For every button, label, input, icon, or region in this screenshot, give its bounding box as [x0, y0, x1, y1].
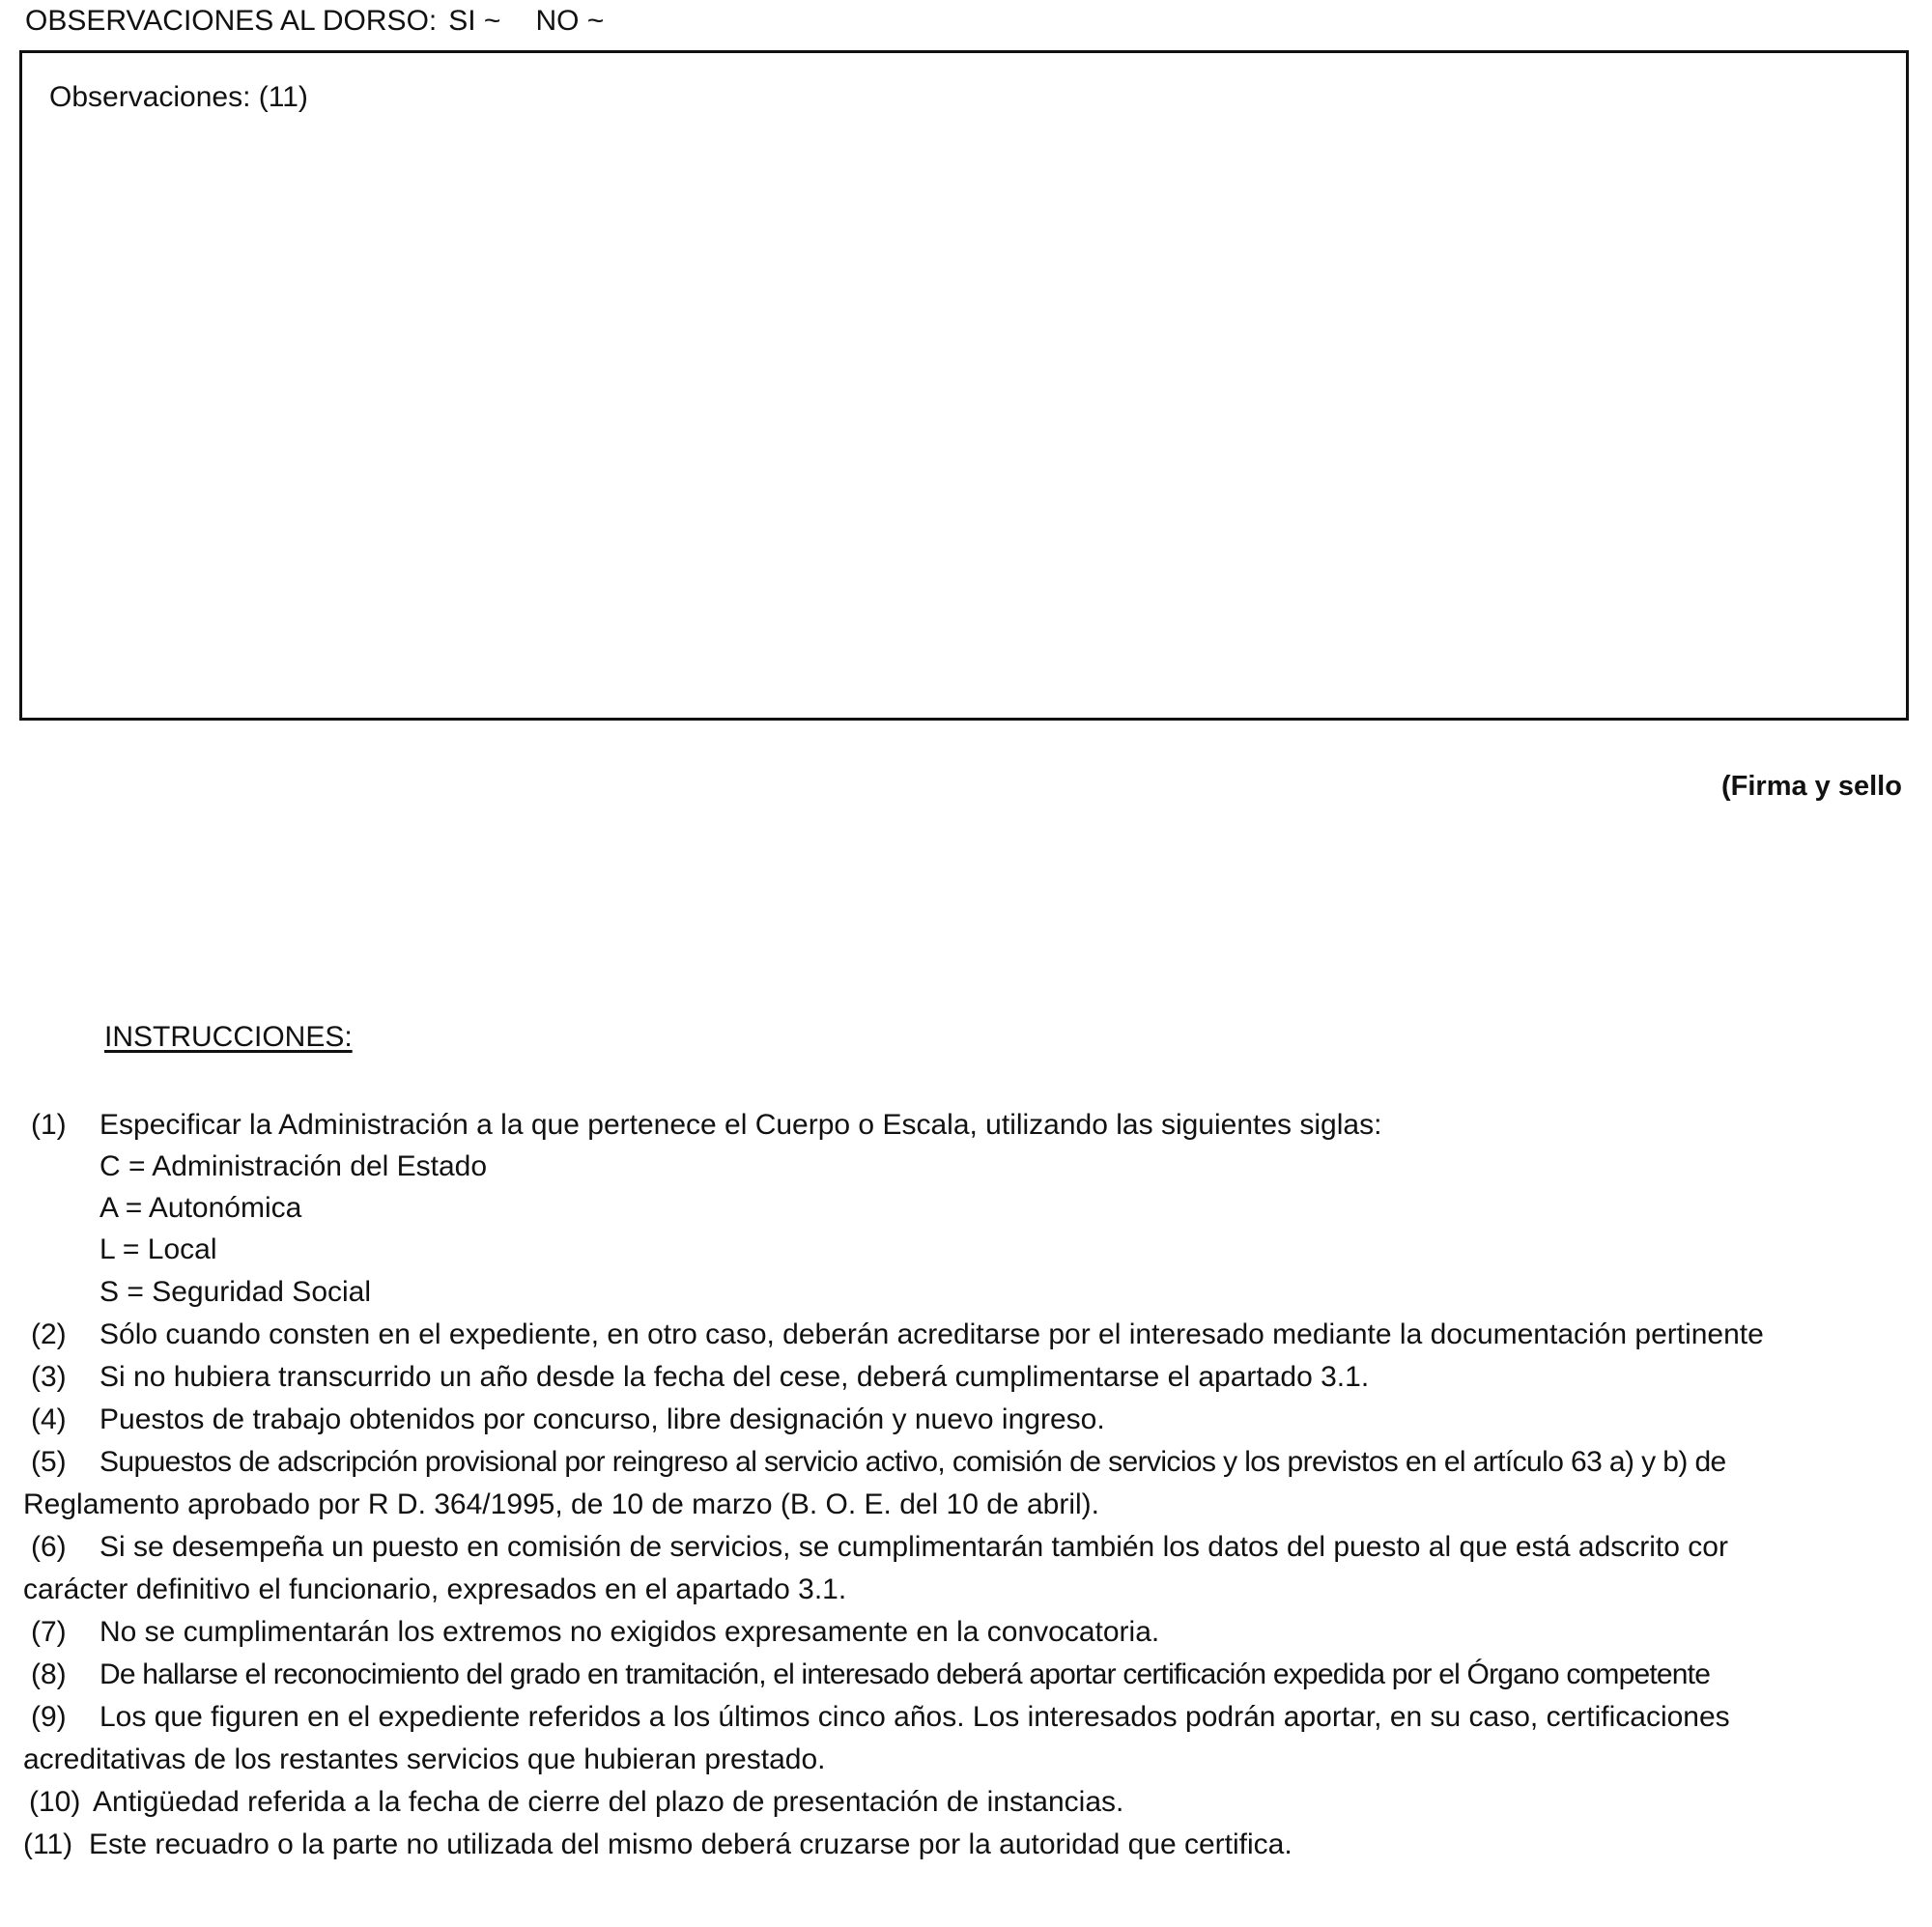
instruction-item-6-text-line2: carácter definitivo el funcionario, expresados en el apartado 3.1.	[23, 1573, 847, 1605]
instruction-item-8-num: (8)	[31, 1658, 67, 1690]
instruction-item-7-text: No se cumplimentarán los extremos no exigidos expresamente en la convocatoria.	[99, 1616, 1160, 1648]
sigla-item: L = Local	[99, 1233, 217, 1265]
instruction-item-10-num: (10)	[29, 1786, 81, 1818]
observaciones-dorso-label: OBSERVACIONES AL DORSO:	[25, 5, 438, 37]
instruction-item-9-num: (9)	[31, 1701, 67, 1733]
instruction-item-2-num: (2)	[31, 1318, 67, 1350]
instruction-item-8-text: De hallarse el reconocimiento del grado en tramitación, el interesado deberá aportar certificación expedida por el Órgano competente	[99, 1658, 1711, 1690]
observaciones-label: Observaciones: (11)	[49, 81, 308, 113]
instrucciones-title: INSTRUCCIONES:	[104, 1021, 353, 1053]
instruction-item-7-num: (7)	[31, 1616, 67, 1648]
instruction-item-3-num: (3)	[31, 1361, 67, 1393]
no-option[interactable]: NO ~	[535, 5, 605, 37]
instruction-item-5-text-line2: Reglamento aprobado por R D. 364/1995, de 10 de marzo (B. O. E. del 10 de abril).	[23, 1488, 1099, 1520]
instruction-item-1-num: (1)	[31, 1109, 67, 1141]
instruction-item-6-text-line1: Si se desempeña un puesto en comisión de servicios, se cumplimentarán también los datos del puesto al que está adscrito cor	[99, 1531, 1728, 1563]
instruction-item-3-text: Si no hubiera transcurrido un año desde la fecha del cese, deberá cumplimentarse el apartado 3.1.	[99, 1361, 1370, 1393]
instruction-item-9-text-line2: acreditativas de los restantes servicios que hubieran prestado.	[23, 1743, 826, 1775]
sigla-item: C = Administración del Estado	[99, 1150, 488, 1182]
instruction-item-4-num: (4)	[31, 1403, 67, 1435]
firma-sello-label: (Firma y sello	[1721, 771, 1902, 802]
instruction-item-10-text: Antigüedad referida a la fecha de cierre del plazo de presentación de instancias.	[93, 1786, 1124, 1818]
sigla-item: S = Seguridad Social	[99, 1276, 372, 1308]
si-option[interactable]: SI ~	[448, 5, 501, 37]
instruction-item-11-text: Este recuadro o la parte no utilizada del mismo deberá cruzarse por la autoridad que certifica.	[89, 1828, 1293, 1860]
instruction-item-5-num: (5)	[31, 1446, 67, 1478]
observaciones-dorso-line	[25, 4, 604, 39]
observaciones-box[interactable]	[19, 50, 1909, 721]
instruction-item-5-text-line1: Supuestos de adscripción provisional por reingreso al servicio activo, comisión de servicios y los previstos en el artículo 63 a) y b) de	[99, 1446, 1726, 1478]
instruction-item-6-num: (6)	[31, 1531, 67, 1563]
instruction-item-9-text-line1: Los que figuren en el expediente referidos a los últimos cinco años. Los interesados podrán aportar, en su caso, certificaciones	[99, 1701, 1730, 1733]
sigla-item: A = Autonómica	[99, 1192, 302, 1224]
instruction-item-1-text: Especificar la Administración a la que pertenece el Cuerpo o Escala, utilizando las siguientes siglas:	[99, 1109, 1382, 1141]
instruction-item-4-text: Puestos de trabajo obtenidos por concurso, libre designación y nuevo ingreso.	[99, 1403, 1105, 1435]
instruction-item-11-num: (11)	[23, 1828, 73, 1860]
instruction-item-2-text: Sólo cuando consten en el expediente, en otro caso, deberán acreditarse por el interesado mediante la documentación pertinente	[99, 1318, 1764, 1350]
